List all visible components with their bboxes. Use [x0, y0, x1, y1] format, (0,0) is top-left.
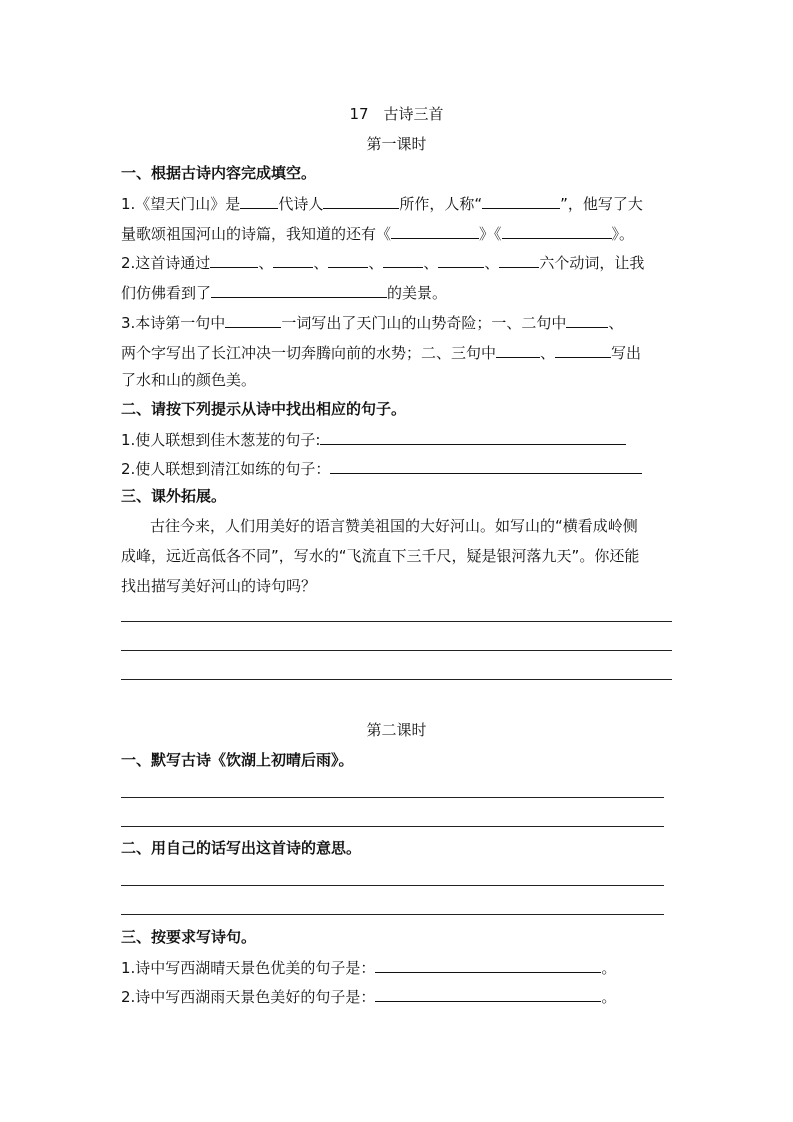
lesson1-subtitle: 第一课时 [366, 135, 427, 153]
answer-line[interactable] [121, 621, 672, 622]
page-title: 17 古诗三首 [349, 105, 444, 123]
blank-verb-6[interactable] [499, 251, 539, 268]
q3-line1 [121, 311, 623, 333]
q3-line3: 了水和山的颜色美。 [121, 371, 257, 389]
q1-text-b: 代诗人 [278, 195, 324, 213]
q2-text-d: 的美景。 [387, 284, 448, 302]
lesson2-q2-period: 。 [601, 988, 617, 1006]
blank-scenery[interactable] [211, 281, 387, 298]
q1-line1 [121, 192, 643, 214]
blank-poem-1[interactable] [391, 222, 479, 239]
lesson2-q1-row [121, 956, 616, 978]
q2-sep-4: 、 [423, 254, 439, 272]
extension-paragraph-line2: 成峰，远近高低各不同”，写水的“飞流直下三千尺，疑是银河落九天”。你还能 [121, 547, 640, 565]
q1-text-f: 》《 [479, 225, 502, 243]
blank-poem-2[interactable] [502, 222, 612, 239]
q2-sep-2: 、 [313, 254, 329, 272]
lesson2-subtitle: 第二课时 [366, 721, 427, 739]
answer-line[interactable] [121, 797, 664, 798]
blank-sunny-line[interactable] [375, 956, 601, 973]
q3-text-b: 一词写出了天门山的山势奇险；一、二句中 [281, 314, 567, 332]
blank-verb-3[interactable] [328, 251, 368, 268]
q1-text-g: 》。 [611, 225, 635, 243]
q2-sep-1: 、 [258, 254, 274, 272]
extension-paragraph-line1: 古往今来，人们用美好的语言赞美祖国的大好河山。如写山的“横看成岭侧 [150, 517, 638, 535]
q1-line2 [121, 222, 634, 244]
q1-text-a: 1.《望天门山》是 [121, 195, 241, 213]
lesson2-section2-heading: 二、用自己的话写出这首诗的意思。 [121, 839, 362, 857]
blank-verb-5[interactable] [438, 251, 484, 268]
blank-nickname[interactable] [482, 192, 560, 209]
answer-line[interactable] [121, 885, 664, 886]
answer-line[interactable] [121, 679, 672, 680]
q2-text-b: 六个动词，让我 [539, 254, 645, 272]
answer-line[interactable] [121, 826, 664, 827]
blank-poet[interactable] [323, 192, 399, 209]
lesson1-section2-heading: 二、请按下列提示从诗中找出相应的句子。 [121, 400, 407, 418]
answer-line[interactable] [121, 650, 672, 651]
blank-dynasty[interactable] [240, 192, 278, 209]
q2-text-c: 们仿佛看到了 [121, 284, 212, 302]
lesson2-q2-row [121, 985, 616, 1007]
q2-sep-3: 、 [368, 254, 384, 272]
q2-line2 [121, 281, 447, 303]
blank-verb-2[interactable] [273, 251, 313, 268]
q3-line2 [121, 341, 641, 363]
q1-text-d: ”，他写了大 [560, 195, 643, 213]
blank-verb-1[interactable] [210, 251, 258, 268]
lesson2-q2-text: 2.诗中写西湖雨天景色美好的句子是： [121, 988, 376, 1006]
blank-char-1[interactable] [566, 311, 608, 328]
q3-text-e: 、 [540, 344, 556, 362]
section2-q1-text: 1.使人联想到佳木葱茏的句子: [121, 431, 321, 449]
q1-text-c: 所作，人称“ [399, 195, 483, 213]
section2-q1-row [121, 428, 626, 450]
q2-text-a: 2.这首诗通过 [121, 254, 211, 272]
q3-text-d: 两个字写出了长江冲决一切奔腾向前的水势；二、三句中 [121, 344, 497, 362]
section2-q2-text: 2.使人联想到清江如练的句子： [121, 460, 331, 478]
lesson1-section3-heading: 三、课外拓展。 [121, 487, 227, 505]
answer-line[interactable] [121, 914, 664, 915]
blank-answer-river[interactable] [330, 457, 642, 474]
q2-sep-5: 、 [484, 254, 500, 272]
q1-text-e: 量歌颂祖国河山的诗篇，我知道的还有《 [121, 225, 392, 243]
lesson2-q1-text: 1.诗中写西湖晴天景色优美的句子是： [121, 959, 376, 977]
blank-char-3[interactable] [555, 341, 611, 358]
lesson2-q1-period: 。 [601, 959, 617, 977]
lesson2-section3-heading: 三、按要求写诗句。 [121, 928, 257, 946]
lesson2-section1-heading: 一、默写古诗《饮湖上初晴后雨》。 [121, 751, 354, 769]
q2-line1 [121, 251, 644, 273]
blank-word[interactable] [225, 311, 281, 328]
q3-text-f: 写出 [611, 344, 642, 362]
blank-rainy-line[interactable] [375, 985, 601, 1002]
q3-text-c: 、 [608, 314, 624, 332]
blank-char-2[interactable] [496, 341, 540, 358]
blank-verb-4[interactable] [383, 251, 423, 268]
lesson1-section1-heading: 一、根据古诗内容完成填空。 [121, 164, 317, 182]
blank-answer-trees[interactable] [320, 428, 626, 445]
extension-paragraph-line3: 找出描写美好河山的诗句吗？ [121, 577, 317, 595]
q3-text-a: 3.本诗第一句中 [121, 314, 226, 332]
section2-q2-row [121, 457, 642, 479]
